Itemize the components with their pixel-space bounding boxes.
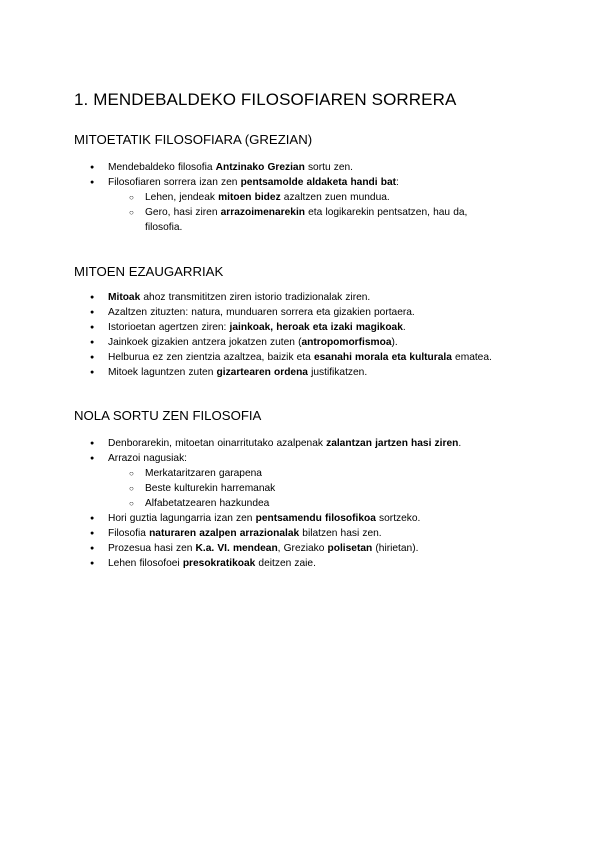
section-list-nola-sortu [74,436,554,571]
sub-list-item: ○ Alfabetatzearen hazkundea [74,496,554,511]
list-item: ● Jainkoek gizakien antzera jokatzen zuten (antropomorfismoa). [74,335,554,350]
sub-list-item: ○ Beste kulturekin harremanak [74,481,554,496]
list-item: ● Filosofia naturaren azalpen arrazionalak bilatzen hasi zen. [74,526,554,541]
list-item: ● Hori guztia lagungarria izan zen pentsamendu filosofikoa sortzeko. [74,511,554,526]
list-item: ● Mitoak ahoz transmititzen ziren istorio tradizionalak ziren. [74,290,554,305]
list-item: ● Lehen filosofoei presokratikoak deitzen zaie. [74,556,554,571]
list-item: ● Azaltzen zituzten: natura, munduaren sorrera eta gizakien portaera. [74,305,554,320]
sub-list-item: ○ Merkataritzaren garapena [74,466,554,481]
list-item: ● Helburua ez zen zientzia azaltzea, baizik eta esanahi morala eta kulturala ematea. [74,350,554,365]
section-list-mitoen-ezaugarriak [74,290,554,380]
section-list-mitoetatik [74,160,534,235]
section-heading-nola-sortu: NOLA SORTU ZEN FILOSOFIA [74,408,262,423]
section-heading-mitoen-ezaugarriak: MITOEN EZAUGARRIAK [74,264,224,279]
section-heading-mitoetatik: MITOETATIK FILOSOFIARA (GREZIAN) [74,132,313,147]
list-item: ● Denborarekin, mitoetan oinarritutako azalpenak zalantzan jartzen hasi ziren. [74,436,554,451]
list-item: ● Filosofiaren sorrera izan zen pentsamolde aldaketa handi bat: [74,175,534,190]
list-item: ● Prozesua hasi zen K.a. VI. mendean, Greziako polisetan (hirietan). [74,541,554,556]
list-item: ● Istorioetan agertzen ziren: jainkoak, heroak eta izaki magikoak. [74,320,554,335]
page-title: 1. MENDEBALDEKO FILOSOFIAREN SORRERA [74,90,457,109]
sub-list-item: ○ Gero, hasi ziren arrazoimenarekin eta logikarekin pentsatzen, hau da, filosofia. [74,205,534,235]
list-item: ● Mitoek laguntzen zuten gizartearen ordena justifikatzen. [74,365,554,380]
list-item: ● Arrazoi nagusiak: [74,451,554,466]
sub-list-item: ○ Lehen, jendeak mitoen bidez azaltzen zuen mundua. [74,190,534,205]
list-item: ● Mendebaldeko filosofia Antzinako Grezian sortu zen. [74,160,534,175]
